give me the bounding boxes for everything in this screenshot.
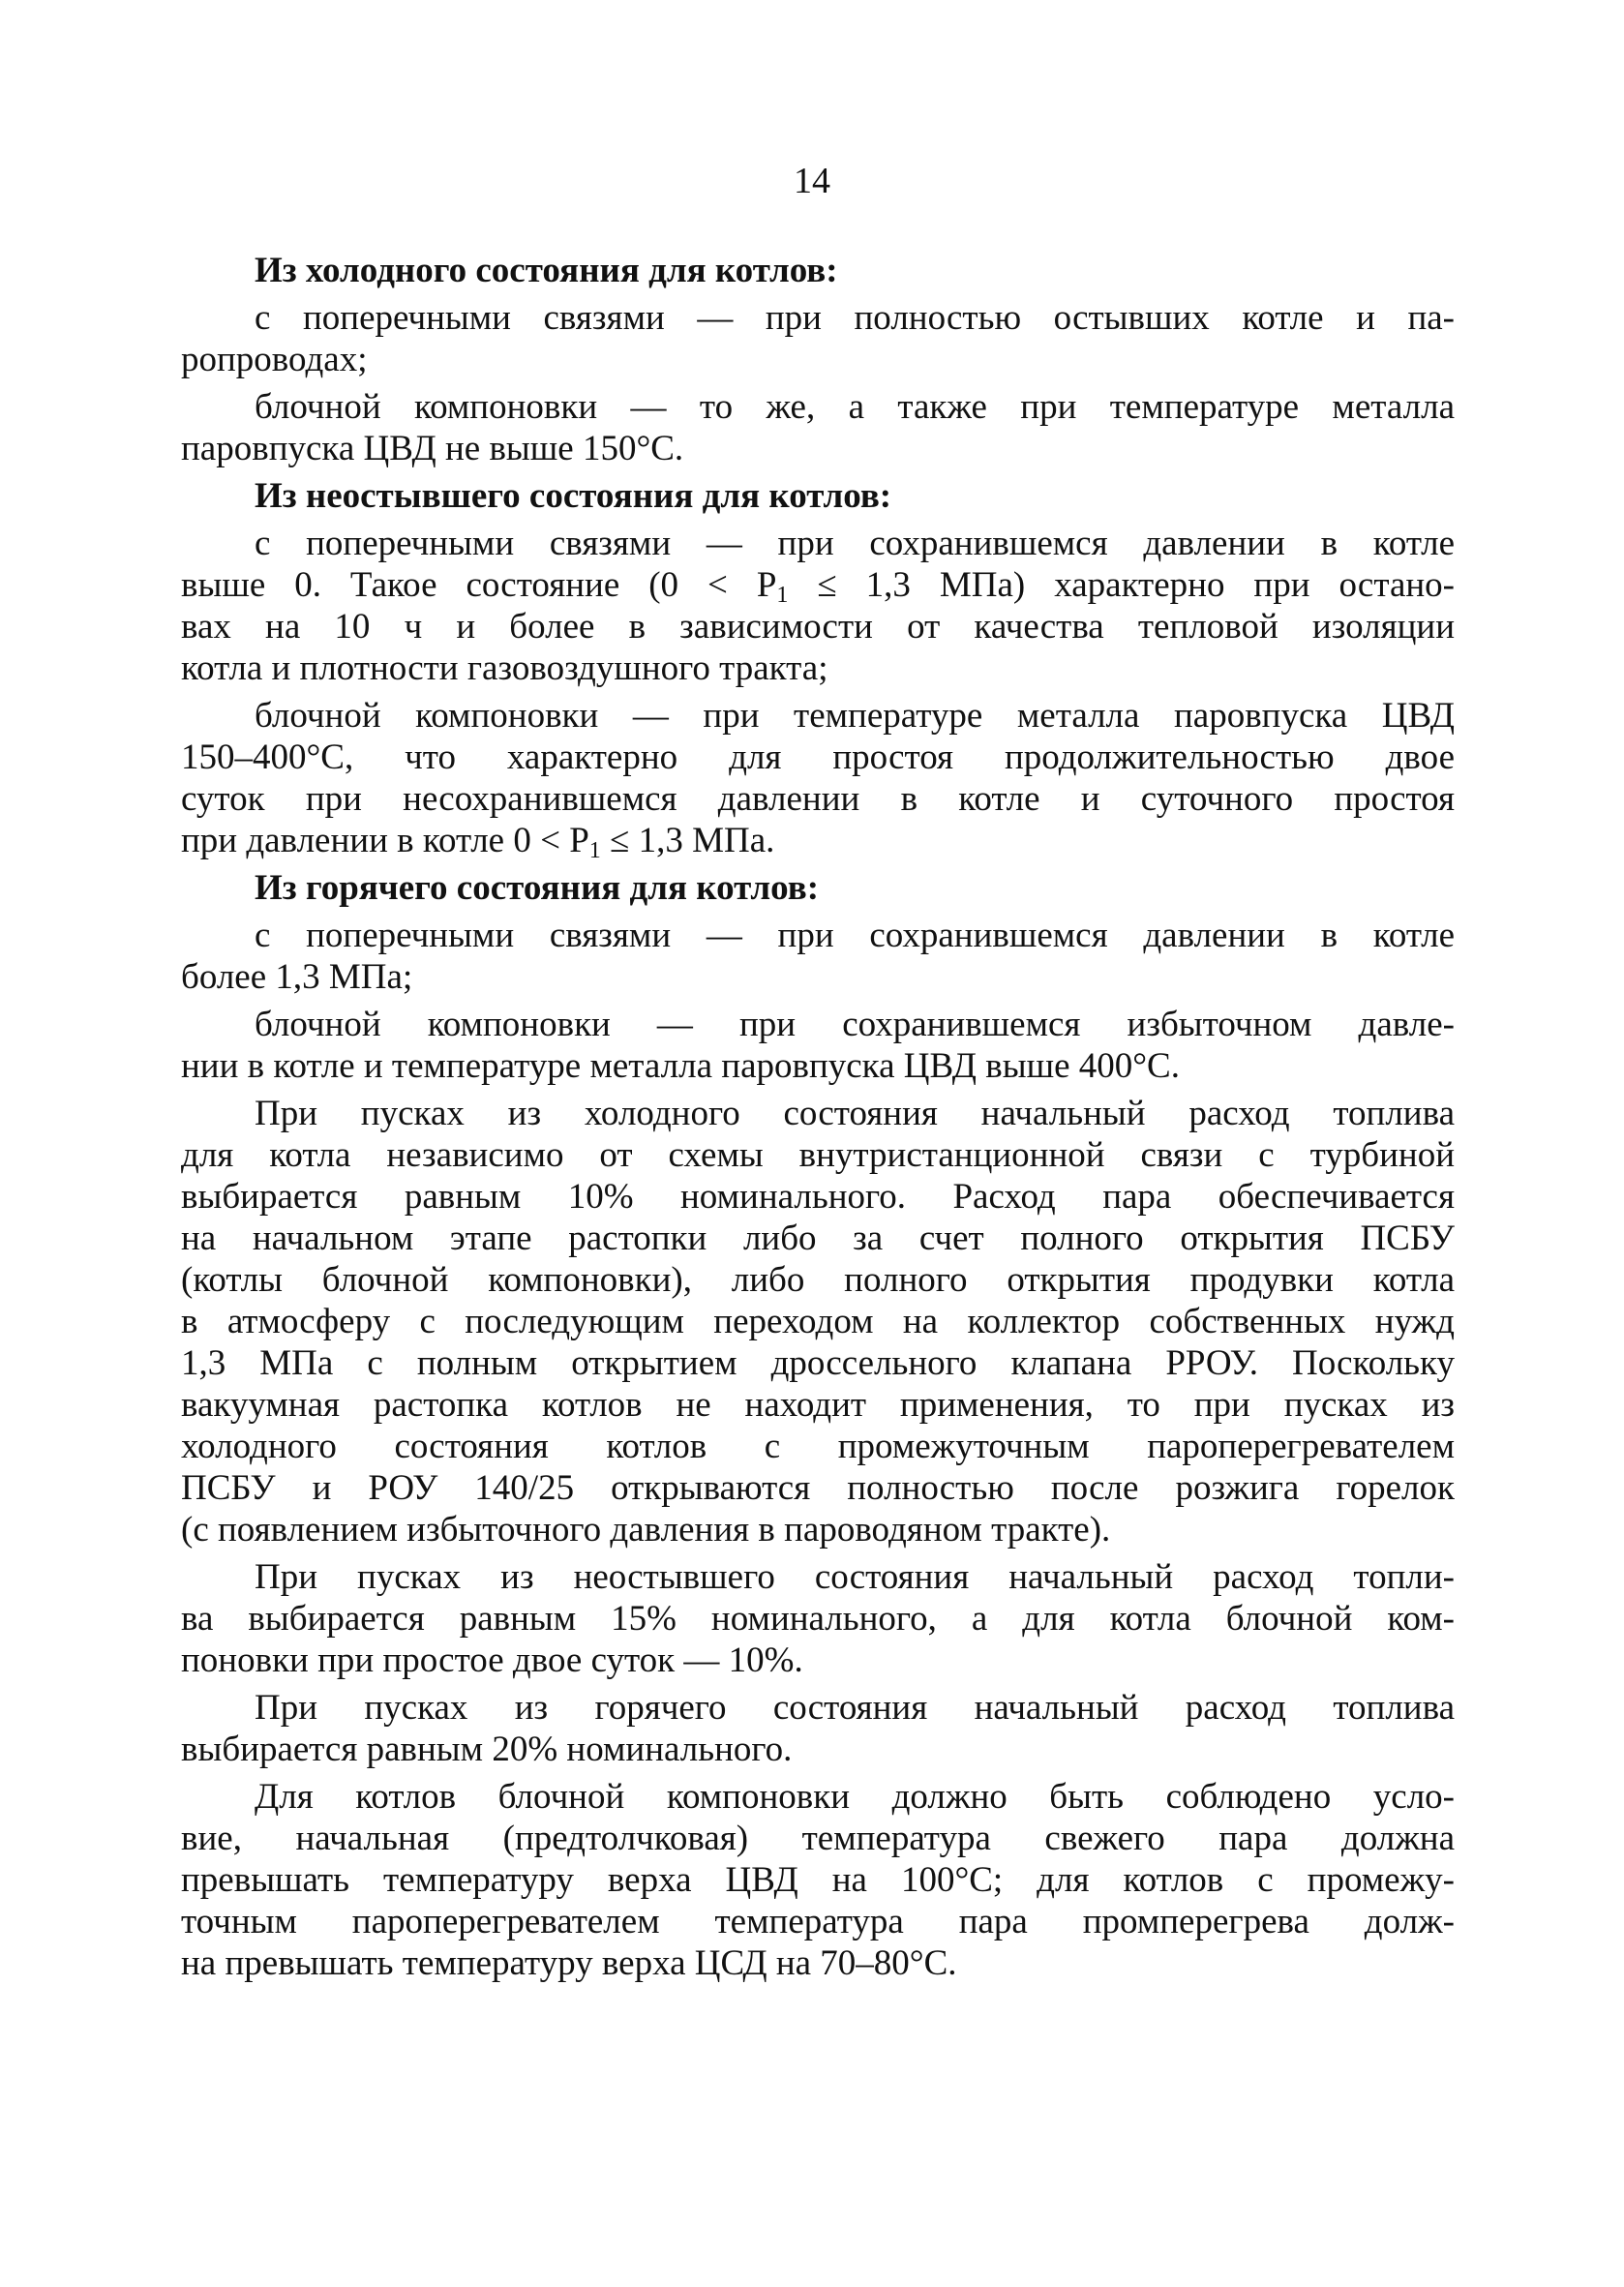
text-line: Из холодного состояния для котлов:	[255, 251, 838, 290]
text-line: ропроводах;	[181, 340, 368, 379]
text-line: холодного состояния котлов с промежуточным пароперегревателем	[181, 1427, 1455, 1466]
paragraph-warm-start-fuel	[181, 1556, 1455, 1681]
text-line: Из неостывшего состояния для котлов:	[255, 476, 892, 516]
subscript: 1	[588, 838, 601, 863]
text-line: ва выбирается равным 15% номинального, а для котла блочной ком-	[181, 1599, 1455, 1639]
text-line: для котла независимо от схемы внутристанционной связи с турбиной	[181, 1135, 1455, 1175]
paragraph-hot-start-fuel	[181, 1687, 1455, 1770]
text-line: поновки при простое двое суток — 10%.	[181, 1640, 803, 1680]
text-line: вие, начальная (предтолчковая) температура свежего пара должна	[181, 1819, 1455, 1858]
paragraph-cold-start-fuel	[181, 1093, 1455, 1550]
paragraph-cold-cross-links	[181, 297, 1455, 380]
text-line: (котлы блочной компоновки), либо полного открытия продувки котла	[181, 1260, 1455, 1300]
text-line: При пусках из холодного состояния начальный расход топлива	[255, 1094, 1455, 1133]
document-body	[181, 250, 1455, 1984]
text-line: 150–400°С, что характерно для простоя продолжительностью двое	[181, 737, 1455, 777]
text-line: с поперечными связями — при сохранившемся давлении в котле	[255, 916, 1455, 955]
text-line: вах на 10 ч и более в зависимости от качества тепловой изоляции	[181, 607, 1455, 647]
text-line: 1,3 МПа с полным открытием дроссельного клапана РРОУ. Поскольку	[181, 1343, 1455, 1383]
text-line: с поперечными связями — при полностью остывших котле и па-	[255, 298, 1455, 338]
heading-cold-state	[181, 250, 1455, 291]
text-line: более 1,3 МПа;	[181, 957, 413, 997]
text-fragment: ≤ 1,3 МПа.	[600, 821, 775, 860]
text-line: в атмосферу с последующим переходом на коллектор собственных нужд	[181, 1302, 1455, 1341]
text-line: блочной компоновки — при температуре металла паровпуска ЦВД	[255, 696, 1455, 736]
text-line: При пусках из горячего состояния начальный расход топлива	[255, 1688, 1455, 1728]
text-line: Из горячего состояния для котлов:	[255, 868, 820, 908]
text-line: Для котлов блочной компоновки должно быть соблюдено усло-	[255, 1777, 1455, 1817]
text-line: (с появлением избыточного давления в пароводяном тракте).	[181, 1510, 1111, 1550]
text-fragment: ≤ 1,3 МПа) характерно при остано-	[788, 565, 1455, 605]
text-line: нии в котле и температуре металла паровпуска ЦВД выше 400°С.	[181, 1046, 1180, 1086]
text-line: на превышать температуру верха ЦСД на 70–80°С.	[181, 1943, 957, 1983]
text-line: ПСБУ и РОУ 140/25 открываются полностью после розжига горелок	[181, 1468, 1455, 1508]
text-line	[181, 820, 1455, 861]
paragraph-warm-block	[181, 695, 1455, 861]
text-line: блочной компоновки — при сохранившемся избыточном давле-	[255, 1005, 1455, 1044]
text-line: паровпуска ЦВД не выше 150°С.	[181, 429, 684, 468]
text-line	[181, 564, 1455, 606]
text-line: блочной компоновки — то же, а также при температуре металла	[255, 387, 1455, 427]
page-number: 14	[794, 161, 830, 201]
paragraph-hot-cross-links	[181, 915, 1455, 998]
text-line: При пусках из неостывшего состояния начальный расход топли-	[255, 1557, 1455, 1597]
paragraph-cold-block	[181, 386, 1455, 469]
text-fragment: выше 0. Такое состояние (0 < Р	[181, 565, 777, 605]
text-line: на начальном этапе растопки либо за счет полного открытия ПСБУ	[181, 1219, 1455, 1258]
text-line: котла и плотности газовоздушного тракта;	[181, 648, 828, 688]
paragraph-warm-cross-links	[181, 523, 1455, 689]
text-line: выбирается равным 20% номинального.	[181, 1730, 793, 1769]
text-fragment: при давлении в котле 0 < Р	[181, 821, 589, 860]
paragraph-hot-block	[181, 1004, 1455, 1087]
subscript: 1	[776, 583, 789, 608]
text-line: выбирается равным 10% номинального. Расход пара обеспечивается	[181, 1177, 1455, 1217]
heading-warm-state	[181, 475, 1455, 517]
text-line: с поперечными связями — при сохранившемся давлении в котле	[255, 524, 1455, 563]
text-line: вакуумная растопка котлов не находит применения, то при пусках из	[181, 1385, 1455, 1425]
paragraph-block-condition	[181, 1776, 1455, 1984]
text-line: суток при несохранившемся давлении в котле и суточного простоя	[181, 779, 1455, 819]
text-line: превышать температуру верха ЦВД на 100°С; для котлов с промежу-	[181, 1860, 1455, 1900]
heading-hot-state	[181, 867, 1455, 909]
text-line: точным пароперегревателем температура пара промперегрева долж-	[181, 1902, 1455, 1941]
